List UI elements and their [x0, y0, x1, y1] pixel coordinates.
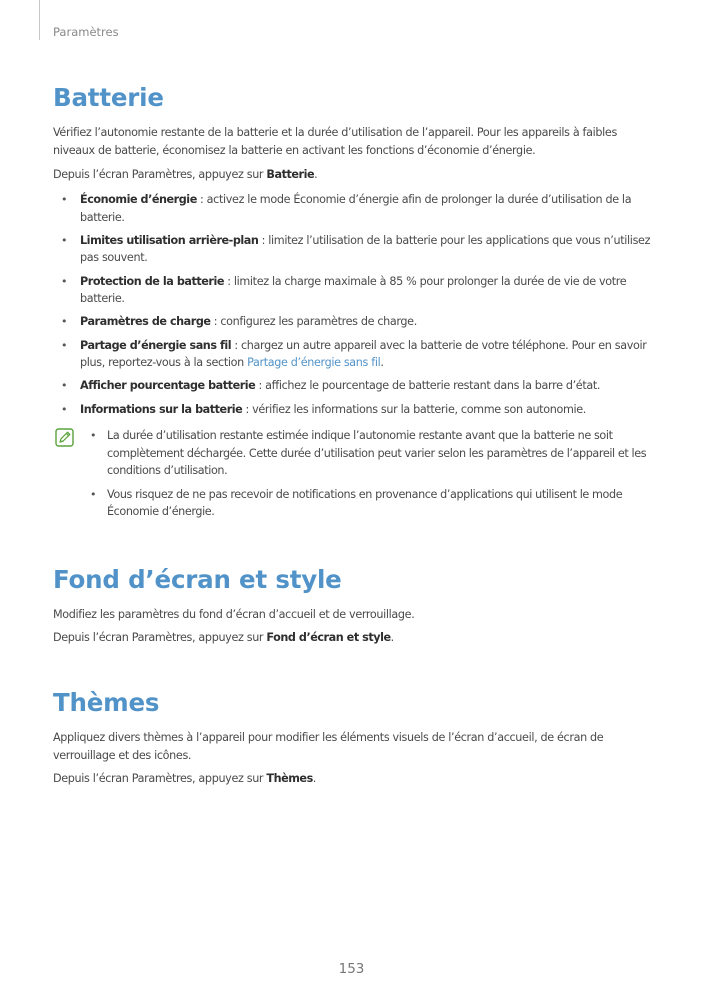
bullet: •: [61, 315, 68, 329]
list-item: [53, 401, 658, 419]
path-prefix: Depuis l’écran Paramètres, appuyez sur: [53, 631, 267, 644]
bullet: •: [61, 379, 68, 393]
fond-path: [53, 629, 658, 647]
list-item: [53, 337, 658, 372]
item-after: .: [380, 356, 384, 370]
bullet: •: [61, 338, 68, 352]
item-desc: : chargez un autre appareil avec la batterie de votre téléphone. Pour en savoir plus, reportez-vous à la section: [80, 338, 647, 370]
item-term: Limites utilisation arrière-plan: [80, 233, 259, 247]
path-target: Fond d’écran et style: [266, 631, 391, 644]
note-item: [79, 427, 654, 480]
item-term: Paramètres de charge: [80, 315, 211, 329]
item-desc: : limitez la charge maximale à 85 % pour prolonger la durée de vie de votre batterie.: [80, 274, 627, 306]
list-item: [53, 377, 658, 395]
running-header: Paramètres: [53, 25, 119, 39]
themes-path: [53, 770, 658, 788]
list-item: [53, 273, 658, 308]
path-target: Batterie: [266, 168, 315, 181]
path-prefix: Depuis l’écran Paramètres, appuyez sur: [53, 772, 267, 785]
batterie-notes: [79, 427, 654, 527]
item-term: Informations sur la batterie: [80, 402, 243, 416]
batterie-intro: Vérifiez l’autonomie restante de la batterie et la durée d’utilisation de l’appareil. Pour les appareils à faibles niveaux de batterie, économisez la batterie en activant les fonctions d’économie d’énergie.: [53, 126, 617, 157]
item-term: Partage d’énergie sans fil: [80, 338, 232, 352]
path-suffix: .: [390, 631, 394, 644]
page-rule: [39, 0, 40, 40]
themes-intro: Appliquez divers thèmes à l’appareil pour modifier les éléments visuels de l’écran d’accueil, de écran de verrouillage et des icônes.: [53, 731, 604, 762]
bullet: •: [61, 274, 68, 288]
list-item: [53, 232, 658, 267]
item-desc: : vérifiez les informations sur la batterie, comme son autonomie.: [242, 402, 586, 416]
batterie-options-list: [53, 191, 658, 424]
section-title-batterie: Batterie: [53, 83, 164, 112]
page-number: 153: [338, 961, 365, 977]
section-title-themes: Thèmes: [53, 688, 160, 717]
bullet: •: [61, 233, 68, 247]
item-term: Afficher pourcentage batterie: [80, 379, 256, 393]
section-title-fond-ecran: Fond d’écran et style: [53, 565, 342, 594]
note-text: Vous risquez de ne pas recevoir de notifications en provenance d’applications qui utilisent le mode Économie d’énergie.: [107, 487, 623, 519]
fond-intro: Modifiez les paramètres du fond d’écran d’accueil et de verrouillage.: [53, 608, 415, 621]
list-item: [53, 191, 658, 226]
note-item: [79, 486, 654, 521]
path-target: Thèmes: [266, 772, 313, 785]
path-suffix: .: [314, 168, 318, 181]
item-term: Économie d’énergie: [80, 193, 197, 206]
item-desc: : limitez l’utilisation de la batterie pour les applications que vous n’utilisez pas souvent.: [80, 233, 651, 265]
bullet: •: [61, 193, 68, 206]
bullet: •: [90, 429, 97, 442]
list-item: [53, 313, 658, 331]
note-text: La durée d’utilisation restante estimée indique l’autonomie restante avant que la batterie ne soit complètement déchargée. Cette durée d’utilisation peut varier selon les paramètres de l’appareil et les conditions d’utilisation.: [107, 429, 647, 478]
path-suffix: .: [312, 772, 316, 785]
item-desc: : configurez les paramètres de charge.: [210, 315, 417, 329]
batterie-path: [53, 166, 658, 184]
item-term: Protection de la batterie: [80, 274, 224, 288]
path-prefix: Depuis l’écran Paramètres, appuyez sur: [53, 168, 267, 181]
cross-reference-link[interactable]: Partage d’énergie sans fil: [247, 356, 381, 370]
item-desc: : activez le mode Économie d’énergie afin de prolonger la durée d’utilisation de la batterie.: [80, 193, 632, 224]
bullet: •: [90, 487, 97, 501]
note-pencil-icon: [55, 428, 74, 447]
bullet: •: [61, 402, 68, 416]
item-desc: : affichez le pourcentage de batterie restant dans la barre d’état.: [255, 379, 601, 393]
